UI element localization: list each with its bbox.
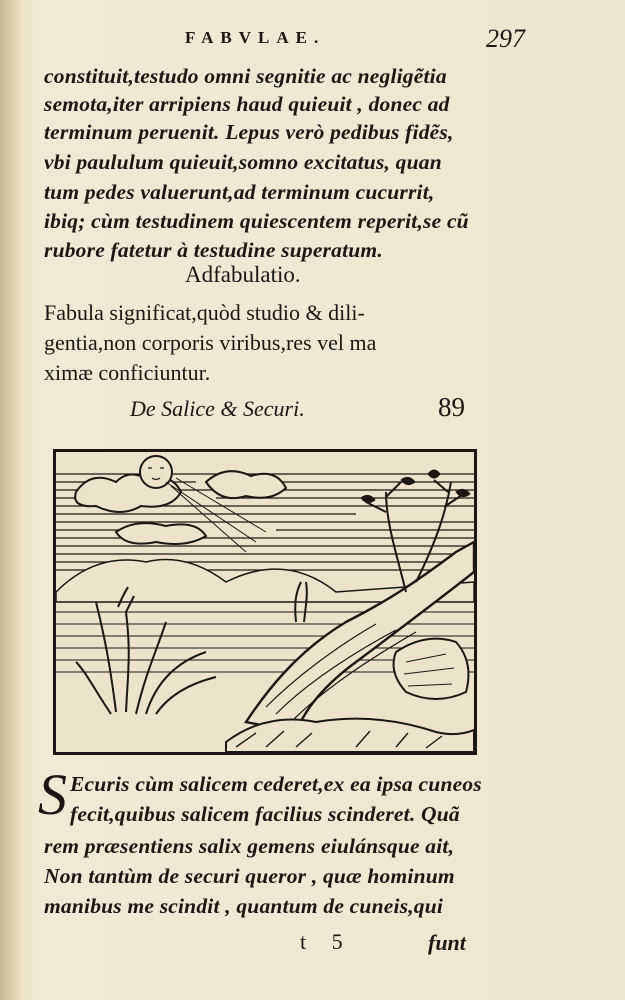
- fable-line: Ecuris cùm salicem cederet,ex ea ipsa cuneos: [70, 772, 482, 796]
- running-head: FABVLAE.: [185, 28, 326, 47]
- fable-line: manibus me scindit , quantum de cuneis,qui: [44, 894, 444, 918]
- text-line: ibiq; cùm testudinem quiescentem reperit,se cũ: [44, 209, 469, 233]
- moral-line: gentia,non corporis viribus,res vel ma: [44, 330, 377, 355]
- page-number: 297: [486, 24, 525, 53]
- fable-line: fecit,quibus salicem facilius scinderet. Quã: [70, 802, 460, 826]
- fable-title: De Salice & Securi.: [130, 396, 305, 421]
- willow-and-axe-woodcut: [56, 452, 474, 752]
- fable-line: rem præsentiens salix gemens eiulánsque ait,: [44, 834, 455, 858]
- drop-capital: S: [38, 762, 67, 827]
- text-line: terminum peruenit. Lepus verò pedibus fidẽs,: [44, 120, 454, 144]
- moral-line: ximæ conficiuntur.: [44, 360, 211, 385]
- woodcut-illustration: [53, 449, 477, 755]
- fable-line: Non tantùm de securi queror , quæ hominum: [44, 864, 455, 888]
- page-gutter: [0, 0, 20, 1000]
- catchword: funt: [428, 930, 466, 955]
- text-line: tum pedes valuerunt,ad terminum cucurrit,: [44, 180, 435, 204]
- adfabulatio-heading: Adfabulatio.: [185, 262, 301, 287]
- text-line: rubore fatetur à testudine superatum.: [44, 238, 383, 262]
- signature-mark: t 5: [300, 929, 353, 954]
- moral-line: Fabula significat,quòd studio & dili-: [44, 300, 365, 325]
- text-line: constituit,testudo omni segnitie ac negligẽtia: [44, 64, 447, 88]
- text-line: vbi paululum quieuit,somno excitatus, quan: [44, 150, 442, 174]
- text-line: semota,iter arripiens haud quieuit , donec ad: [44, 92, 450, 116]
- fable-number: 89: [438, 392, 465, 422]
